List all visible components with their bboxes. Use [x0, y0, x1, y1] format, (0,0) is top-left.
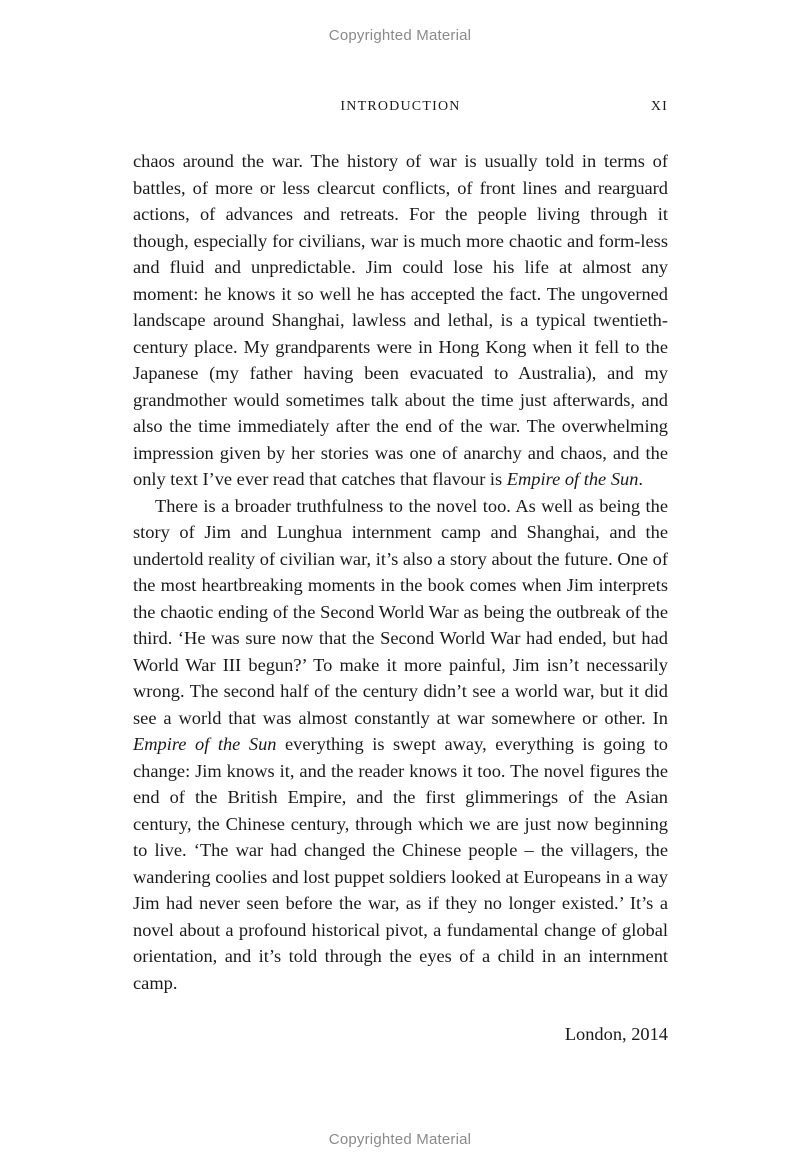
copyright-watermark-top: Copyrighted Material [328, 27, 472, 44]
paragraph-2-part-2: everything is swept away, everything is going to change: Jim knows it, and the reader knows it too. The novel figures the end of the British Empire, and the first glimmerings of the Asian century, the Chinese century, through which we are just now beginning to live. ‘The war had changed the Chinese people – the villagers, the wandering coolies and lost puppet soldiers looked at Europeans in a way Jim had never seen before the war, as if they no longer existed.’ It’s a novel about a profound historical pivot, a fundamental change of global orientation, and it’s told through the eyes of a child in an internment camp. [133, 734, 668, 993]
page-number: XI [650, 99, 668, 114]
copyright-watermark-bottom: Copyrighted Material [328, 1131, 472, 1148]
running-head-title: INTRODUCTION [340, 99, 461, 114]
book-title-reference: Empire of the Sun [133, 734, 277, 754]
paragraph-1-tail: . [638, 469, 644, 489]
paragraph-1 [133, 148, 668, 493]
body-text [133, 148, 668, 996]
running-head [133, 99, 668, 119]
signoff-place-date: London, 2014 [564, 1024, 668, 1044]
paragraph-2 [133, 493, 668, 997]
book-title-reference: Empire of the Sun [506, 469, 639, 489]
paragraph-1-text: chaos around the war. The history of war is usually told in terms of battles, of more or less clearcut conflicts, of front lines and rearguard actions, of advances and retreats. For the people living through it though, especially for civilians, war is much more chaotic and form-less and fluid and unpredictable. Jim could lose his life at almost any moment: he knows it so well he has accepted the fact. The ungoverned landscape around Shanghai, lawless and lethal, is a typical twentieth-century place. My grandparents were in Hong Kong when it fell to the Japanese (my father having been evacuated to Australia), and my grandmother would sometimes talk about the time just afterwards, and also the time immediately after the end of the war. The overwhelming impression given by her stories was one of anarchy and chaos, and the only text I’ve ever read that catches that flavour is [133, 151, 668, 489]
paragraph-2-part-1: There is a broader truthfulness to the novel too. As well as being the story of Jim and Lunghua internment camp and Shanghai, and the undertold reality of civilian war, it’s also a story about the future. One of the most heartbreaking moments in the book comes when Jim interprets the chaotic ending of the Second World War as being the outbreak of the third. ‘He was sure now that the Second World War had ended, but had World War III begun?’ To make it more painful, Jim isn’t necessarily wrong. The second half of the century didn’t see a world war, but it did see a world that was almost constantly at war somewhere or other. In [133, 495, 668, 728]
